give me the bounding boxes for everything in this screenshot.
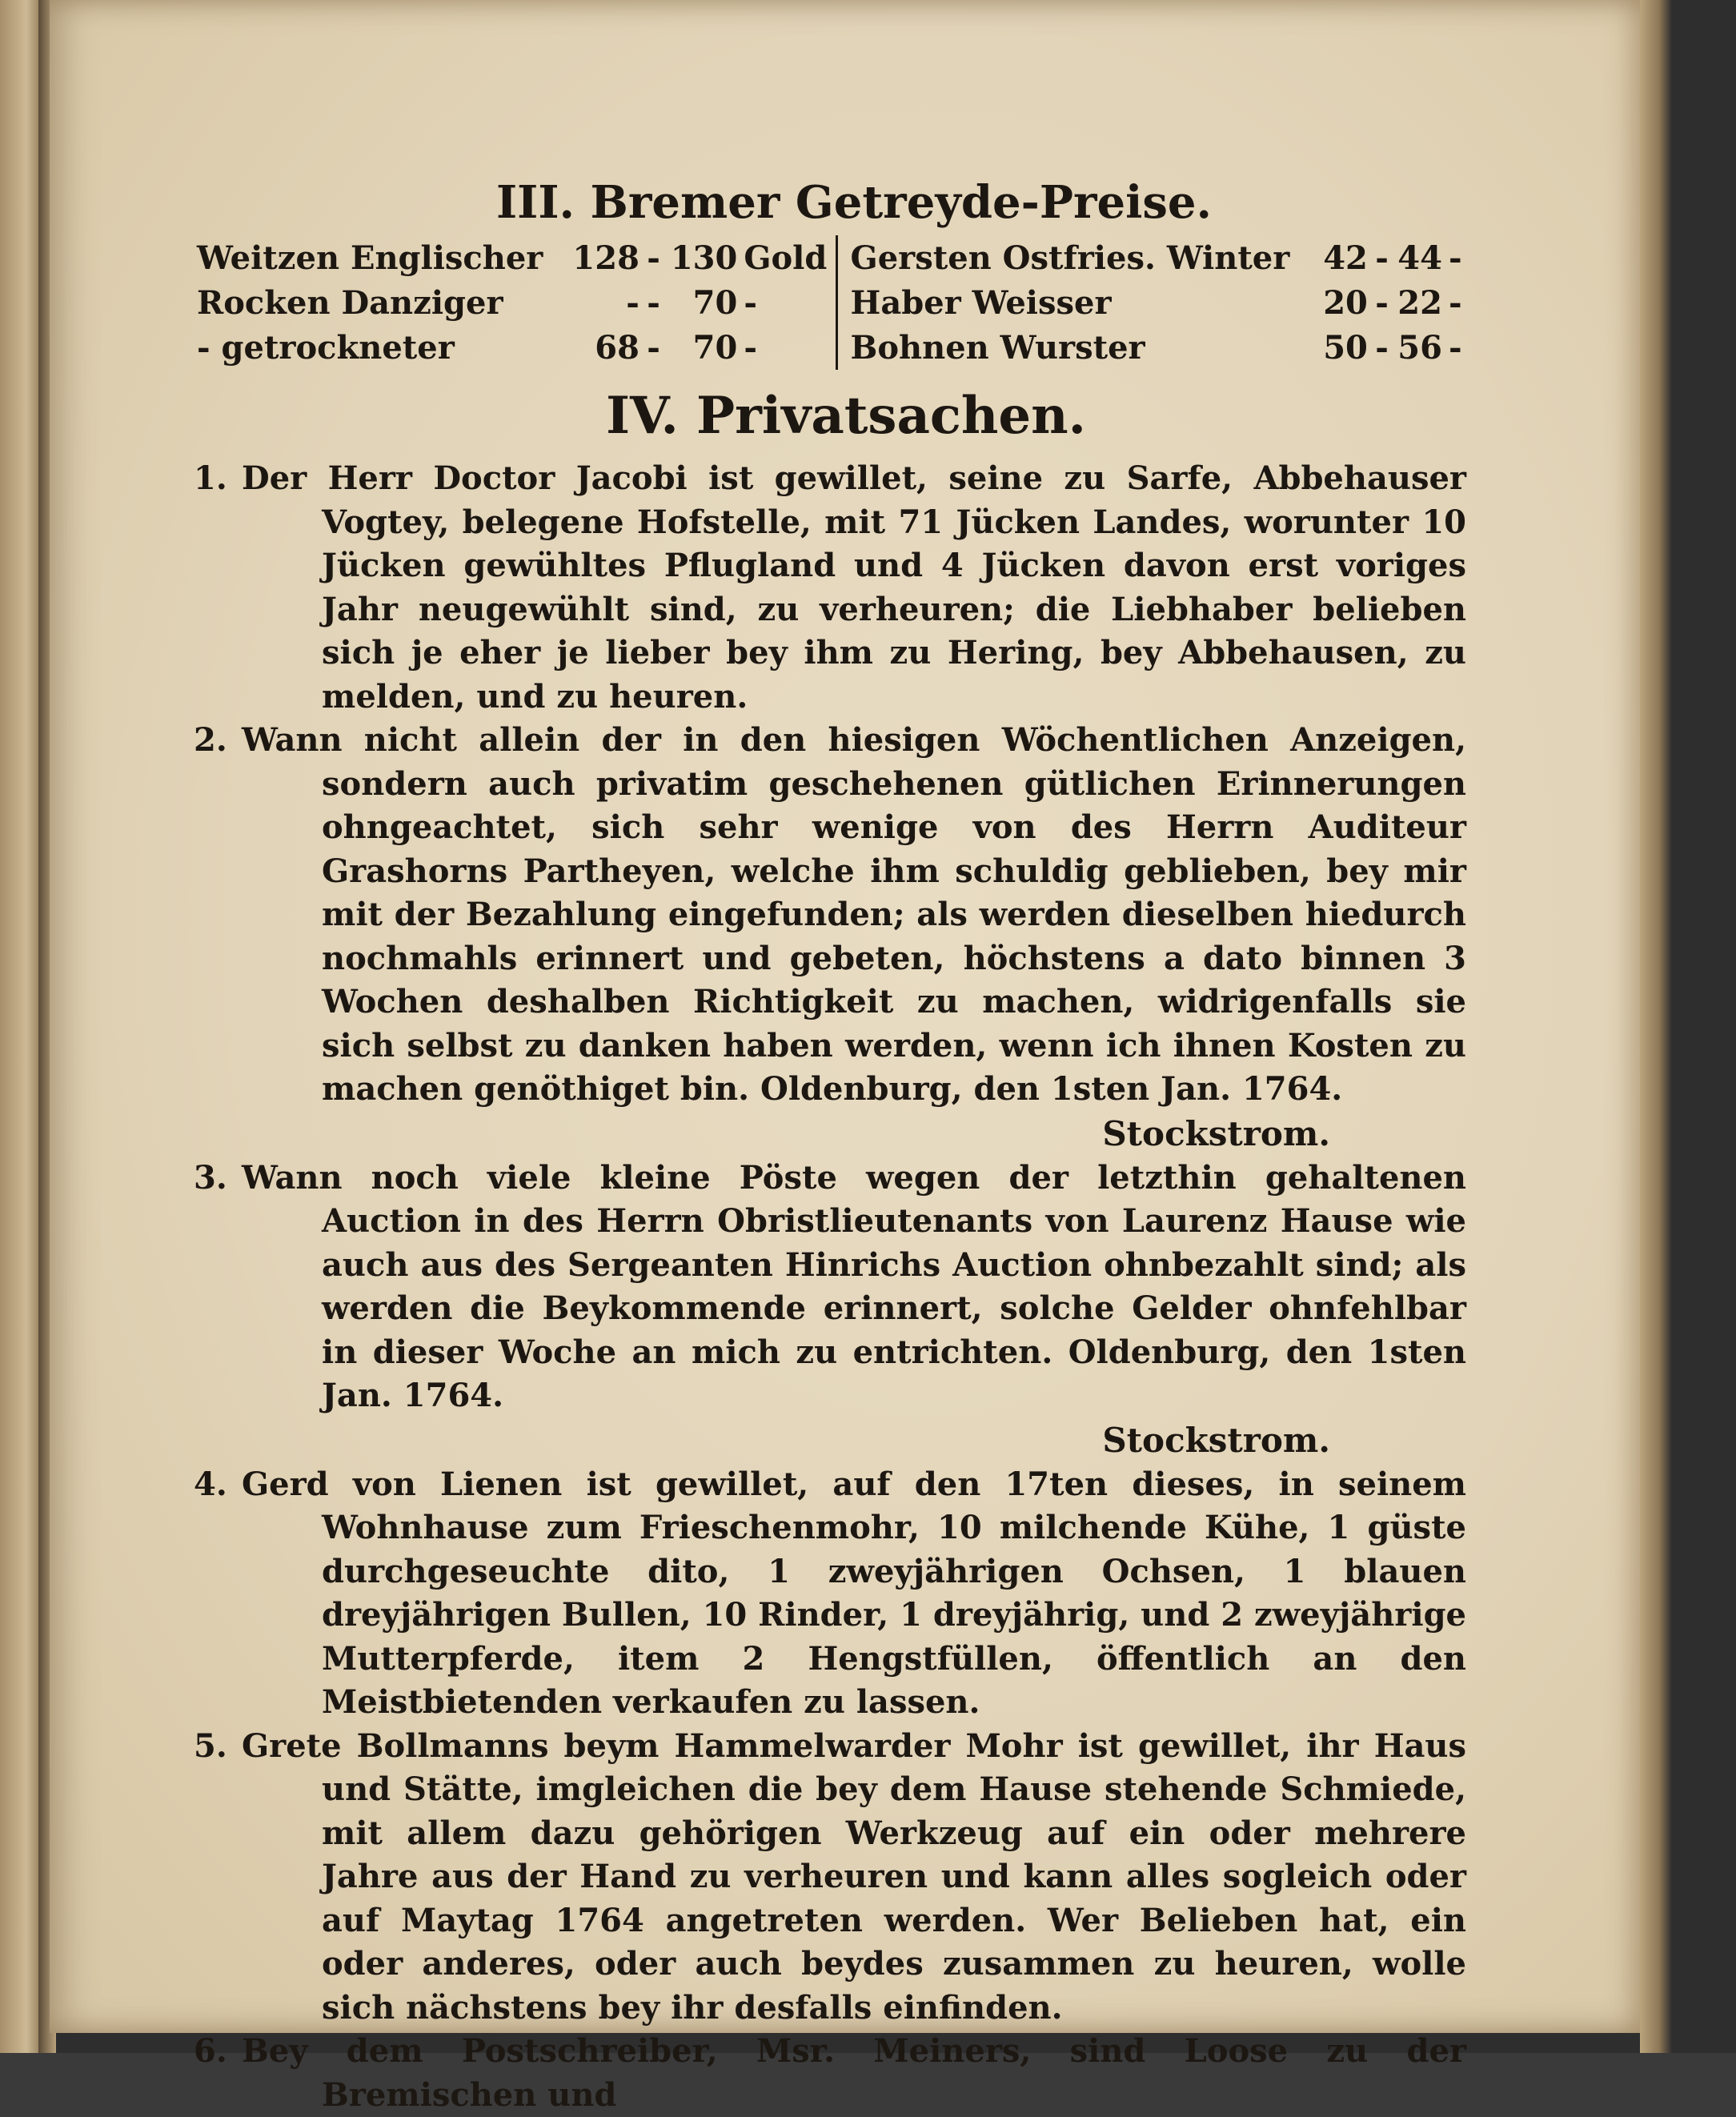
page-content	[194, 176, 1466, 2117]
notice-item	[194, 457, 1466, 719]
currency-unit: -	[1448, 283, 1462, 322]
price-separator: -	[1375, 239, 1389, 277]
currency-unit: -	[1448, 328, 1462, 367]
price-row	[194, 280, 1466, 325]
price-high: 22	[1397, 283, 1442, 322]
notice-text: Bey dem Postschreiber, Msr. Meiners, sind Loose zu der Bremischen und	[242, 2032, 1466, 2114]
grain-name: Bohnen Wurster	[850, 328, 1145, 367]
price-low: 42	[1323, 239, 1368, 277]
price-low: 20	[1323, 283, 1368, 322]
section-3-title: III. Bremer Getreyde-Preise.	[495, 176, 1213, 229]
grain-name: - getrockneter	[197, 328, 455, 367]
price-low: -	[626, 283, 639, 322]
price-separator: -	[1375, 328, 1389, 367]
facing-page-edge	[0, 0, 44, 2053]
column-divider	[836, 280, 848, 325]
notice-signature: Stockstrom.	[1102, 1113, 1330, 1153]
price-high: 130	[670, 239, 738, 277]
price-low: 68	[595, 328, 639, 367]
column-divider	[836, 235, 848, 280]
notice-number: 5.	[194, 1726, 227, 1765]
notice-text: Gerd von Lienen ist gewillet, auf den 17ten dieses, in seinem Wohnhause zum Frieschenmohr, 10 milchende Kühe, 1 güste durchgeseuchte dito, 1 zweyjährigen Ochsen, 1 blauen dreyjährigen Bullen, 10 Rinder, 1 dreyjährig, und 2 zweyjährige Mutterpferde, item 2 Hengstfüllen, öffentlich an den Meistbietenden verkaufen zu lassen.	[242, 1465, 1466, 1721]
price-low: 50	[1323, 328, 1368, 367]
book-page	[50, 0, 1640, 2114]
grain-price-table	[194, 235, 1466, 370]
notice-number: 3.	[194, 1158, 227, 1197]
currency-unit: -	[744, 283, 757, 322]
currency-unit: Gold	[744, 239, 828, 277]
notice-text: Der Herr Doctor Jacobi ist gewillet, seine zu Sarfe, Abbehauser Vogtey, belegene Hofstelle, mit 71 Jücken Landes, worunter 10 Jücken gewühltes Pflugland und 4 Jücken davon erst voriges Jahr neugewühlt sind, zu verheuren; die Liebhaber belieben sich je eher je lieber bey ihm zu Hering, bey Abbehausen, zu melden, und zu heuren.	[242, 459, 1466, 716]
currency-unit: -	[744, 328, 757, 367]
grain-name: Weitzen Englischer	[197, 239, 543, 277]
notice-text: Wann nicht allein der in den hiesigen Wöchentlichen Anzeigen, sondern auch privatim geschehenen gütlichen Erinnerungen ohngeachtet, sich sehr wenige von des Herrn Auditeur Grashorns Partheyen, welche ihm schuldig geblieben, bey mir mit der Bezahlung eingefunden; als werden dieselben hiedurch nochmahls erinnert und gebeten, höchstens a dato binnen 3 Wochen deshalben Richtigkeit zu machen, widrigenfalls sie sich selbst zu danken haben werden, wenn ich ihnen Kosten zu machen genöthiget bin. Oldenburg, den 1sten Jan. 1764.	[242, 721, 1466, 1108]
price-separator: -	[1375, 283, 1389, 322]
currency-unit: -	[1448, 239, 1462, 277]
notice-number: 4.	[194, 1465, 227, 1503]
price-separator: -	[647, 239, 660, 277]
notice-signature: Stockstrom.	[1102, 1420, 1330, 1460]
notice-number: 1.	[194, 459, 227, 497]
price-high: 56	[1397, 328, 1442, 367]
notice-item	[194, 1725, 1466, 2031]
page-edge	[1640, 0, 1672, 2053]
notice-number: 2.	[194, 721, 227, 759]
notice-item	[194, 2030, 1466, 2117]
price-low: 128	[572, 239, 639, 277]
price-high: 44	[1397, 239, 1442, 277]
grain-name: Haber Weisser	[850, 283, 1112, 322]
price-high: 70	[692, 328, 738, 367]
private-notices	[194, 457, 1466, 2117]
notice-number: 6.	[194, 2032, 227, 2070]
price-high: 70	[692, 283, 738, 322]
column-divider	[836, 325, 848, 370]
notice-item	[194, 1463, 1466, 1725]
price-row	[194, 235, 1466, 280]
price-separator: -	[647, 283, 660, 322]
notice-text: Wann noch viele kleine Pöste wegen der letzthin gehaltenen Auction in des Herrn Obristlieutenants von Laurenz Hause wie auch aus des Sergeanten Hinrichs Auction ohnbezahlt sind; als werden die Beykommende erinnert, solche Gelder ohnfehlbar in dieser Woche an mich zu entrichten. Oldenburg, den 1sten Jan. 1764.	[242, 1158, 1466, 1414]
price-row	[194, 325, 1466, 370]
grain-name: Gersten Ostfries. Winter	[850, 239, 1290, 277]
price-separator: -	[647, 328, 660, 367]
grain-name: Rocken Danziger	[197, 283, 503, 322]
notice-item	[194, 1157, 1466, 1418]
section-4-title: IV. Privatsachen.	[606, 386, 1086, 446]
notice-item	[194, 719, 1466, 1112]
notice-text: Grete Bollmanns beym Hammelwarder Mohr ist gewillet, ihr Haus und Stätte, imgleichen die bey dem Hause stehende Schmiede, mit allem dazu gehörigen Werkzeug auf ein oder mehrere Jahre aus der Hand zu verheuren und kann alles sogleich oder auf Maytag 1764 angetreten werden. Wer Belieben hat, ein oder anderes, oder auch beydes zusammen zu heuren, wolle sich nächstens bey ihr desfalls einfinden.	[242, 1726, 1466, 2027]
